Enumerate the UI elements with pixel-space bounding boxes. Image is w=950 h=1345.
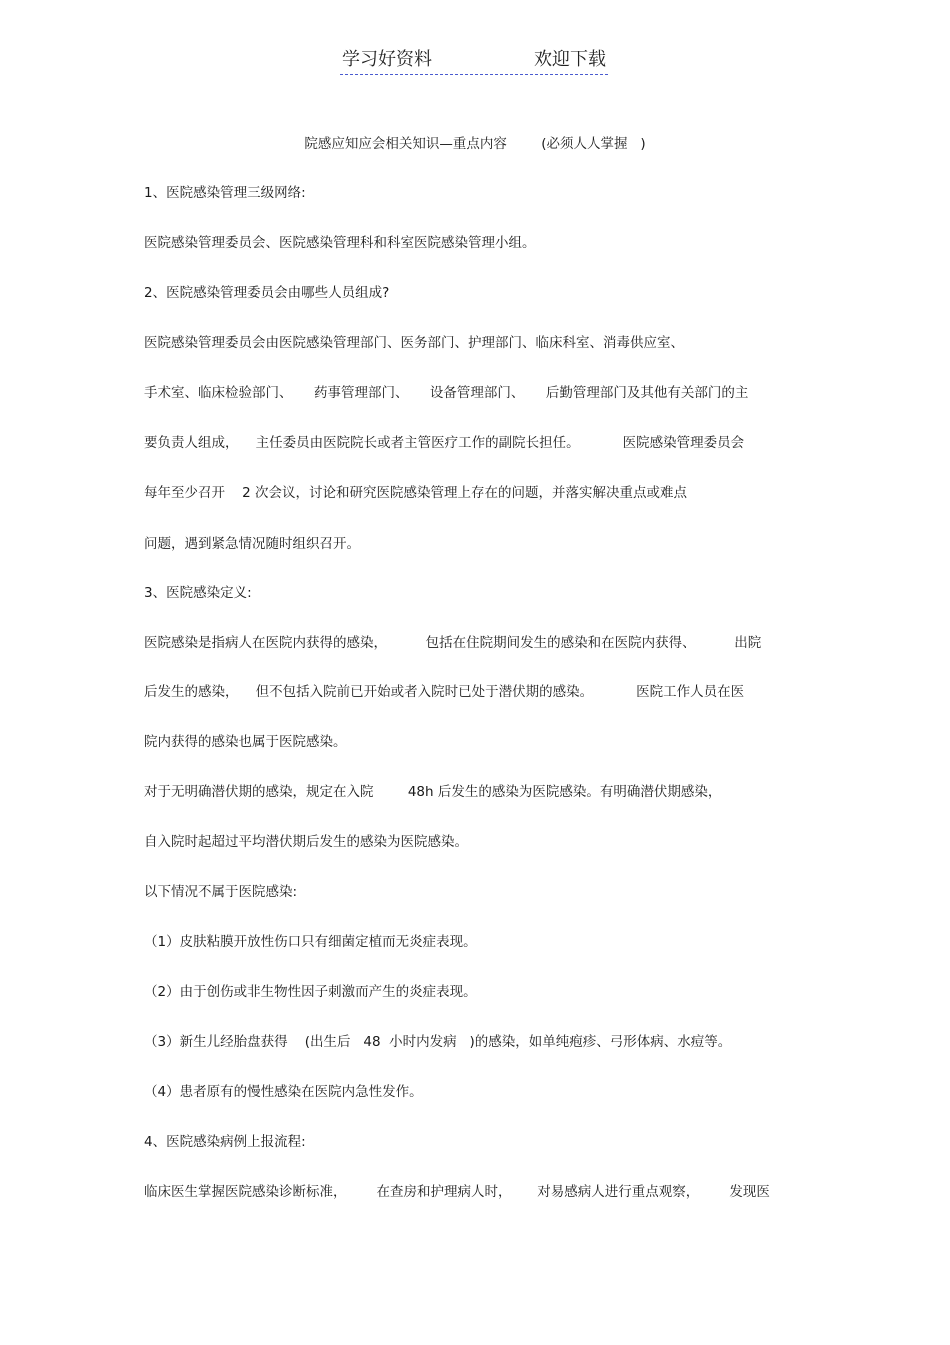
section-heading: 4、医院感染病例上报流程: xyxy=(144,1134,306,1150)
paragraph-line: 医院感染管理委员会由医院感染管理部门、医务部门、护理部门、临床科室、消毒供应室、 xyxy=(144,335,684,351)
list-item: （4）患者原有的慢性感染在医院内急性发作。 xyxy=(144,1084,423,1100)
paragraph-line: 每年至少召开 2 次会议，讨论和研究医院感染管理上存在的问题，并落实解决重点或难点 xyxy=(144,485,688,501)
page-header xyxy=(340,46,608,75)
paragraph-line: 自入院时起超过平均潜伏期后发生的感染为医院感染。 xyxy=(144,834,468,850)
paragraph-line: 院内获得的感染也属于医院感染。 xyxy=(144,734,347,750)
paragraph-line: 要负责人组成， 主任委员由医院院长或者主管医疗工作的副院长担任。 医院感染管理委员会 xyxy=(144,435,745,451)
list-item: （2）由于创伤或非生物性因子刺激而产生的炎症表现。 xyxy=(144,984,477,1000)
paragraph-line: 问题，遇到紧急情况随时组织召开。 xyxy=(144,536,360,552)
list-item: （3）新生儿经胎盘获得 (出生后 48 小时内发病 )的感染，如单纯疱疹、弓形体病、水痘等。 xyxy=(144,1034,732,1050)
paragraph-line: 临床医生掌握医院感染诊断标准， 在查房和护理病人时， 对易感病人进行重点观察， 发现医 xyxy=(144,1184,770,1200)
section-heading: 2、医院感染管理委员会由哪些人员组成? xyxy=(144,285,390,301)
paragraph-line: 对于无明确潜伏期的感染，规定在入院 48h 后发生的感染为医院感染。有明确潜伏期感染， xyxy=(144,784,722,800)
section-heading: 1、医院感染管理三级网络: xyxy=(144,185,306,201)
paragraph-line: 医院感染管理委员会、医院感染管理科和科室医院感染管理小组。 xyxy=(144,235,536,251)
paragraph-line: 后发生的感染， 但不包括入院前已开始或者入院时已处于潜伏期的感染。 医院工作人员在医 xyxy=(144,684,745,700)
paragraph-line: 手术室、临床检验部门、 药事管理部门、 设备管理部门、 后勤管理部门及其他有关部门的主 xyxy=(144,385,749,401)
document-title: 院感应知应会相关知识—重点内容 (必须人人掌握 ) xyxy=(304,136,646,152)
header-left-text: 学习好资料 xyxy=(342,49,432,70)
paragraph-line: 医院感染是指病人在医院内获得的感染， 包括在住院期间发生的感染和在医院内获得、 出院 xyxy=(144,635,762,651)
paragraph-line: 以下情况不属于医院感染: xyxy=(144,884,298,900)
list-item: （1）皮肤粘膜开放性伤口只有细菌定植而无炎症表现。 xyxy=(144,934,477,950)
header-right-text: 欢迎下载 xyxy=(534,49,606,70)
section-heading: 3、医院感染定义: xyxy=(144,585,252,601)
